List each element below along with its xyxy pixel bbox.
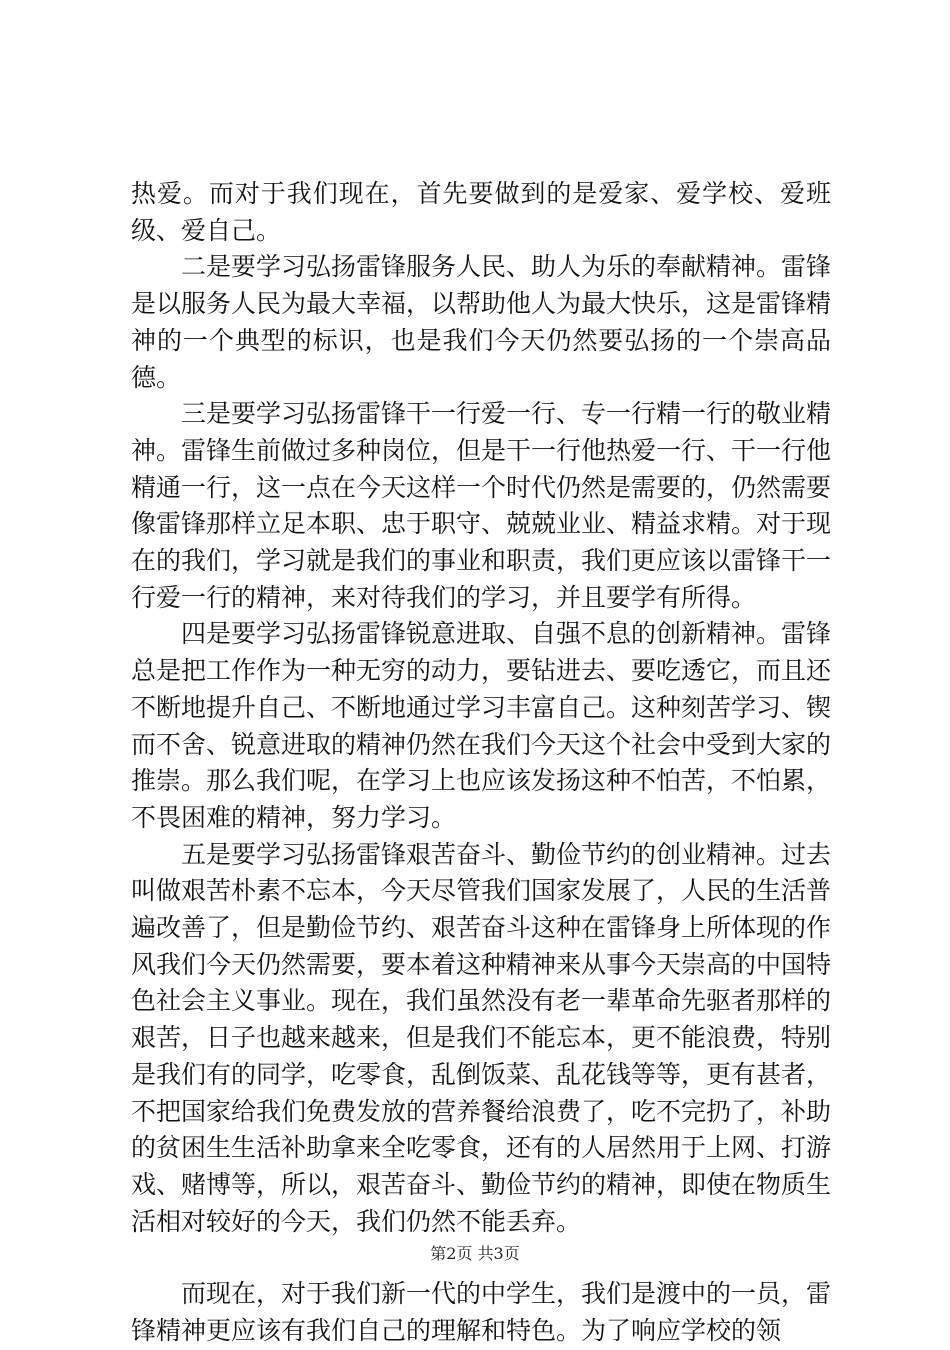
paragraph-closing: 而现在，对于我们新一代的中学生，我们是渡中的一员，雷锋精神更应该有我们自己的理解和特色。为了响应学校的领 — [131, 1279, 832, 1346]
page-footer: 第2页 共3页 — [430, 1244, 520, 1263]
paragraph-point-four: 四是要学习弘扬雷锋锐意进取、自强不息的创新精神。雷锋总是把工作作为一种无穷的动力，要钻进去、要吃透它，而且还不断地提升自己、不断地通过学习丰富自己。这种刻苦学习、锲而不舍、锐意进取的精神仍然在我们今天这个社会中受到大家的推崇。那么我们呢，在学习上也应该发扬这种不怕苦，不怕累，不畏困难的精神，努力学习。 — [131, 619, 832, 832]
paragraph-continuation: 热爱。而对于我们现在，首先要做到的是爱家、爱学校、爱班级、爱自己。 — [131, 179, 831, 245]
paragraph-point-five: 五是要学习弘扬雷锋艰苦奋斗、勤俭节约的创业精神。过去叫做艰苦朴素不忘本，今天尽管我们国家发展了，人民的生活普遍改善了，但是勤俭节约、艰苦奋斗这种在雷锋身上所体现的作风我们今天仍然需要，要本着这种精神来从事今天崇高的中国特色社会主义事业。现在，我们虽然没有老一辈革命先驱者那样的艰苦，日子也越来越来，但是我们不能忘本，更不能浪费，特别是我们有的同学，吃零食，乱倒饭菜、乱花钱等等，更有甚者，不把国家给我们免费发放的营养餐给浪费了，吃不完扔了，补助的贫困生生活补助拿来全吃零食，还有的人居然用于上网、打游戏、赌博等，所以，艰苦奋斗、勤俭节约的精神，即使在物质生活相对较好的今天，我们仍然不能丢弃。 — [131, 839, 832, 1236]
paragraph-point-two: 二是要学习弘扬雷锋服务人民、助人为乐的奉献精神。雷锋是以服务人民为最大幸福，以帮助他人为最大快乐，这是雷锋精神的一个典型的标识，也是我们今天仍然要弘扬的一个崇高品德。 — [131, 252, 832, 392]
paragraph-point-three: 三是要学习弘扬雷锋干一行爱一行、专一行精一行的敬业精神。雷锋生前做过多种岗位，但是干一行他热爱一行、干一行他精通一行，这一点在今天这样一个时代仍然是需要的，仍然需要像雷锋那样立足本职、忠于职守、兢兢业业、精益求精。对于现在的我们，学习就是我们的事业和职责，我们更应该以雷锋干一行爱一行的精神，来对待我们的学习，并且要学有所得。 — [131, 399, 832, 612]
document-body — [131, 176, 831, 1350]
